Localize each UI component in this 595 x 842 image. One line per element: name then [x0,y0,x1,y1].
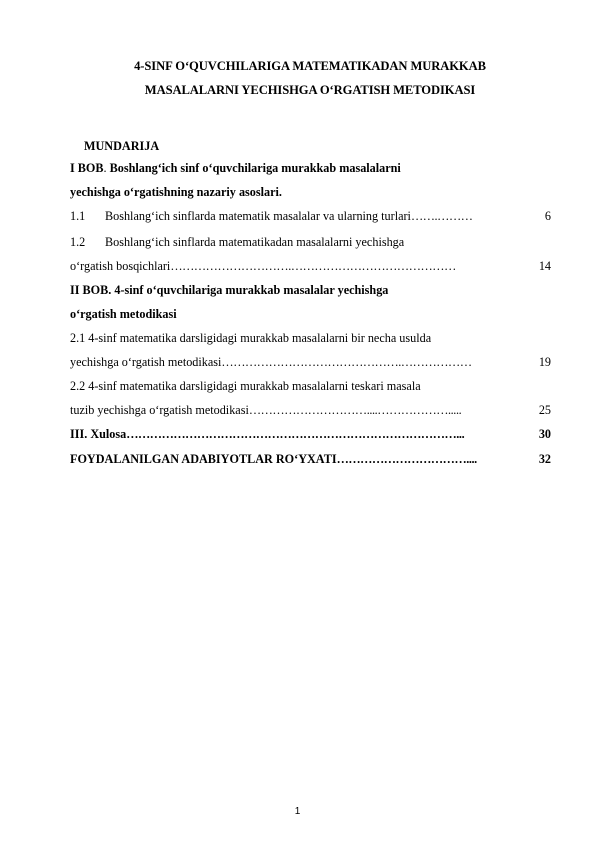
toc-page-number: 32 [538,452,551,466]
chapter-1-title-text: Boshlang‘ich sinf o‘quvchilariga murakkab masalalarni [109,161,401,175]
chapter-2-title-line-2: o‘rgatish metodikasi [70,307,177,321]
toc-entry-conclusion [70,426,551,442]
toc-entry-1-2-line-1 [70,234,551,250]
contents-heading: MUNDARIJA [84,139,160,153]
chapter-1-separator: . [103,161,107,175]
toc-entry-text: o‘rgatish bosqichlari [70,259,171,273]
toc-page-number: 14 [538,259,551,273]
toc-leader-dots: …………………………….... [336,452,477,466]
title-line-2: MASALALARNI YECHISHGA O‘RGATISH METODIKASI [144,83,476,97]
toc-leader-dots: …………………………………………………………………………... [126,427,465,441]
toc-leader-dots: ………………………….…………………………………… [170,259,456,273]
toc-page-number: 25 [538,403,551,417]
toc-page-number: 30 [538,427,551,441]
toc-entry-2-2-line-1 [70,378,551,394]
document-title [70,54,550,102]
toc-entry-number: 1.2 [70,235,86,249]
toc-entry-text: 2.1 4-sinf matematika darsligidagi murakkab masalalarni bir necha usulda [70,331,432,345]
toc-page-number: 19 [538,355,551,369]
toc-leader-dots: …………………………....………………..... [248,403,462,417]
toc-leader-dots: …….……… [410,209,473,223]
toc-entry-1-2-line-2 [70,258,551,274]
toc-leader-dots: ……………………………………….……………… [221,355,472,369]
toc-entry-text: yechishga o‘rgatish metodikasi [70,355,222,369]
chapter-2-title-line-1: II BOB. 4-sinf o‘quvchilariga murakkab masalalar yechishga [70,283,389,297]
chapter-1-title-line-2: yechishga o‘rgatishning nazariy asoslari. [70,185,282,199]
toc-entry-1-1 [70,208,551,224]
toc-entry-number: 1.1 [70,209,86,223]
title-line-1: 4-SINF O‘QUVCHILARIGA MATEMATIKADAN MURAKKAB [134,59,486,73]
toc-entry-text: III. Xulosa [70,427,127,441]
toc-entry-text: Boshlang‘ich sinflarda matematik masalalar va ularning turlari [105,209,411,223]
toc-entry-references [70,451,551,467]
toc-entry-2-1-line-2 [70,354,551,370]
chapter-1-title-line-1 [70,160,401,176]
toc-entry-text: FOYDALANILGAN ADABIYOTLAR RO‘YXATI [70,452,337,466]
chapter-1-label: I BOB [70,161,104,175]
toc-entry-2-1-line-1 [70,330,551,346]
toc-entry-text: 2.2 4-sinf matematika darsligidagi murakkab masalalarni teskari masala [70,379,421,393]
page-number: 1 [294,806,301,817]
toc-entry-text: tuzib yechishga o‘rgatish metodikasi [70,403,249,417]
toc-entry-text: Boshlang‘ich sinflarda matematikadan masalalarni yechishga [105,235,405,249]
toc-entry-2-2-line-2 [70,402,551,418]
toc-page-number: 6 [544,209,551,223]
